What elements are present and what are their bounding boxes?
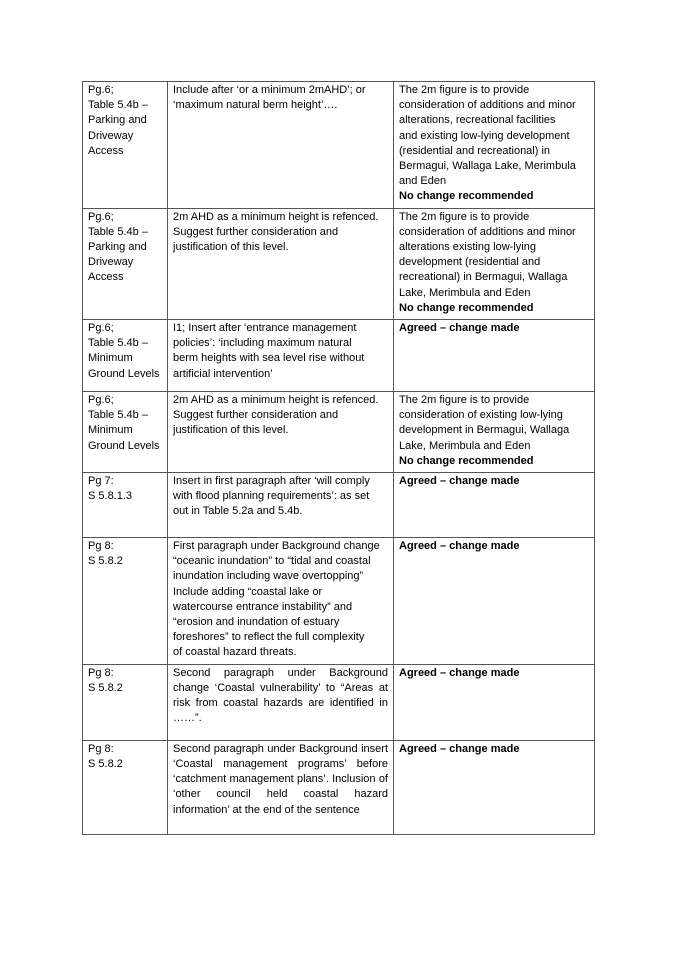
reference-line: Pg 8: [88, 666, 114, 679]
table-row [83, 392, 595, 473]
reference-line: Pg.6; [88, 84, 114, 96]
reference-line: Minimum [88, 424, 133, 437]
table-row [83, 82, 595, 209]
reference-line: Pg 8: [88, 540, 114, 553]
reference-line: Minimum [88, 352, 133, 365]
comment-line: Suggest further consideration and [173, 409, 339, 422]
response-line: and Eden [399, 175, 447, 188]
response-line: alterations, recreational facilities [399, 114, 556, 127]
response-decision: Agreed – change made [399, 475, 520, 488]
comment-line: inundation including wave overtopping” [173, 570, 364, 583]
table-row [83, 664, 595, 740]
response-decision: Agreed – change made [399, 666, 520, 679]
reference-line: Driveway [88, 129, 134, 142]
comment-line: justification of this level. [173, 241, 289, 254]
response-cell [394, 320, 595, 392]
table-row [83, 538, 595, 665]
response-cell [394, 740, 595, 834]
response-line: The 2m figure is to provide [399, 84, 530, 96]
comment-paragraph: Second paragraph under Background insert ‘Coastal management programs’ before ‘catchment management plans’. Inclusion of ‘other council held coastal hazard information’ at the end of the sentence [173, 742, 388, 816]
comment-line: 2m AHD as a minimum height is refenced. [173, 394, 379, 407]
reference-line: Driveway [88, 256, 134, 269]
reference-cell [83, 664, 168, 740]
response-decision: No change recommended [399, 301, 534, 314]
response-line: alterations existing low-lying [399, 241, 536, 254]
response-decision: Agreed – change made [399, 742, 520, 755]
response-line: development (residential and [399, 256, 541, 269]
comment-cell [168, 208, 394, 319]
reference-line: Table 5.4b – [88, 337, 148, 350]
response-decision: Agreed – change made [399, 322, 520, 335]
reference-line: S 5.8.1.3 [88, 490, 133, 503]
response-line: Lake, Merimbula and Eden [399, 286, 531, 299]
comment-line: of coastal hazard threats. [173, 646, 297, 659]
reference-line: S 5.8.2 [88, 757, 123, 770]
response-line: The 2m figure is to provide [399, 394, 530, 407]
reference-line: Parking and [88, 114, 147, 127]
review-table [82, 81, 595, 835]
response-line: (residential and recreational) in [399, 144, 551, 157]
reference-line: Pg.6; [88, 322, 114, 335]
comment-line: with flood planning requirements’: as set [173, 490, 370, 503]
response-cell [394, 473, 595, 538]
comment-line: justification of this level. [173, 424, 289, 437]
comment-cell [168, 473, 394, 538]
response-decision: No change recommended [399, 190, 534, 203]
comment-cell [168, 82, 394, 209]
response-line: and existing low-lying development [399, 129, 570, 142]
reference-cell [83, 392, 168, 473]
comment-line: Include adding “coastal lake or [173, 585, 323, 598]
reference-cell [83, 208, 168, 319]
reference-cell [83, 320, 168, 392]
table-row [83, 740, 595, 834]
comment-line: First paragraph under Background change [173, 540, 380, 553]
response-line: consideration of additions and minor [399, 99, 576, 112]
reference-line: Pg.6; [88, 210, 114, 223]
comment-line: “oceanic inundation” to “tidal and coastal [173, 555, 371, 568]
comment-line: I1; Insert after ‘entrance management [173, 322, 357, 335]
response-line: The 2m figure is to provide [399, 210, 530, 223]
reference-line: S 5.8.2 [88, 555, 123, 568]
comment-line: 2m AHD as a minimum height is refenced. [173, 210, 379, 223]
table-row [83, 208, 595, 319]
comment-cell [168, 740, 394, 834]
reference-line: Parking and [88, 241, 147, 254]
reference-cell [83, 740, 168, 834]
table-row [83, 320, 595, 392]
comment-line: ‘maximum natural berm height’…. [173, 99, 338, 112]
reference-line: Pg 7: [88, 475, 114, 488]
response-cell [394, 538, 595, 665]
comment-line: “erosion and inundation of estuary [173, 616, 340, 629]
reference-cell [83, 538, 168, 665]
response-cell [394, 664, 595, 740]
response-line: consideration of additions and minor [399, 225, 576, 238]
comment-line: berm heights with sea level rise without [173, 352, 365, 365]
comment-line: artificial intervention’ [173, 367, 273, 380]
review-table-body [83, 82, 595, 835]
reference-line: S 5.8.2 [88, 681, 123, 694]
response-line: consideration of existing low-lying [399, 409, 563, 422]
reference-line: Table 5.4b – [88, 225, 148, 238]
comment-line: Insert in first paragraph after ‘will comply [173, 475, 370, 488]
comment-line: Include after ‘or a minimum 2mAHD’; or [173, 84, 366, 96]
reference-cell [83, 82, 168, 209]
reference-line: Ground Levels [88, 367, 160, 380]
comment-line: policies’: ‘including maximum natural [173, 337, 352, 350]
reference-line: Access [88, 144, 124, 157]
reference-line: Pg.6; [88, 394, 114, 407]
comment-cell [168, 392, 394, 473]
reference-line: Ground Levels [88, 439, 160, 452]
response-line: Lake, Merimbula and Eden [399, 439, 531, 452]
comment-line: watercourse entrance instability” and [173, 600, 353, 613]
response-cell [394, 82, 595, 209]
response-line: Bermagui, Wallaga Lake, Merimbula [399, 160, 576, 173]
reference-line: Table 5.4b – [88, 409, 148, 422]
comment-cell [168, 538, 394, 665]
comment-line: foreshores” to reflect the full complexity [173, 631, 365, 644]
comment-paragraph: Second paragraph under Background change ‘Coastal vulnerability’ to “Areas at risk from coastal hazards are identified in ……”. [173, 666, 388, 725]
table-row [83, 473, 595, 538]
reference-line: Access [88, 271, 124, 284]
response-decision: Agreed – change made [399, 540, 520, 553]
response-decision: No change recommended [399, 454, 534, 467]
response-cell [394, 392, 595, 473]
reference-line: Pg 8: [88, 742, 114, 755]
comment-line: out in Table 5.2a and 5.4b. [173, 505, 303, 518]
comment-line: Suggest further consideration and [173, 225, 339, 238]
comment-cell [168, 664, 394, 740]
response-line: recreational) in Bermagui, Wallaga [399, 271, 568, 284]
response-line: development in Bermagui, Wallaga [399, 424, 570, 437]
reference-cell [83, 473, 168, 538]
comment-cell [168, 320, 394, 392]
response-cell [394, 208, 595, 319]
reference-line: Table 5.4b – [88, 99, 148, 112]
